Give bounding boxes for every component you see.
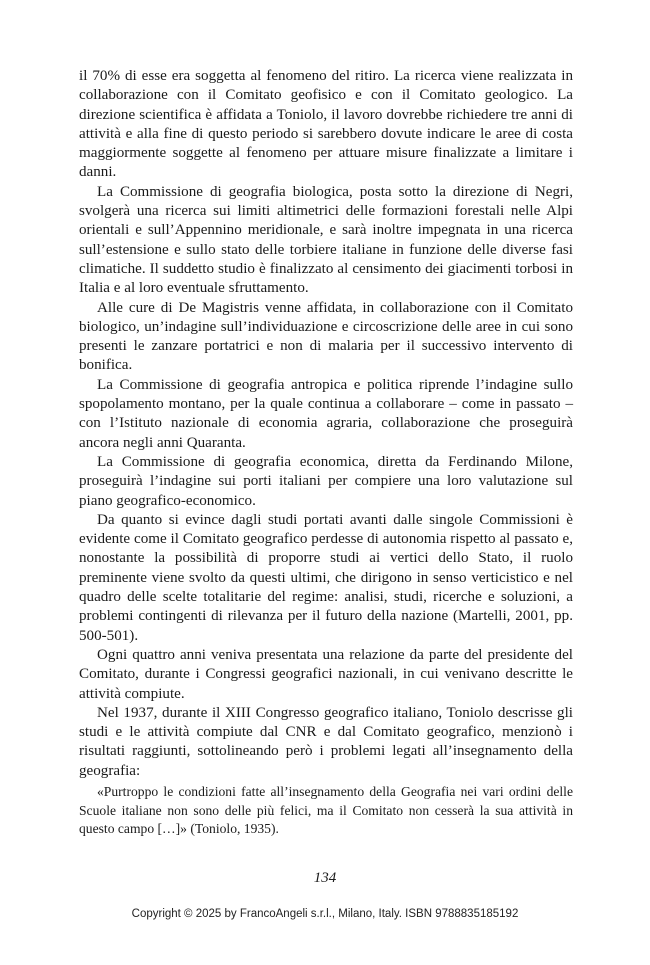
main-text: [79, 67, 573, 839]
paragraph: Alle cure di De Magistris venne affidata, in collaborazione con il Comitato biologico, un’indagine sull’individuazione e circoscrizione delle aree in cui sono presenti le zanzare portatrici e non di malaria per il successivo intervento di bonifica.: [79, 299, 573, 374]
block-quote: «Purtroppo le condizioni fatte all’insegnamento della Geografia nei vari ordini delle Scuole italiane non sono delle più felici, ma il Comitato non cesserà la sua attività in questo campo […]» (Toniolo, 1935).: [79, 783, 573, 837]
paragraph: Nel 1937, durante il XIII Congresso geografico italiano, Toniolo descrisse gli studi e le attività compiute dal CNR e dal Comitato geografico, menzionò i risultati raggiunti, sottolineando però i problemi legati all’insegnamento della geografia:: [79, 704, 573, 779]
copyright-notice: Copyright © 2025 by FrancoAngeli s.r.l., Milano, Italy. ISBN 9788835185192: [131, 908, 519, 920]
paragraph: La Commissione di geografia economica, diretta da Ferdinando Milone, proseguirà l’indagine sui porti italiani per compiere una loro valutazione sul piano geografico-economico.: [79, 453, 573, 509]
paragraph: il 70% di esse era soggetta al fenomeno del ritiro. La ricerca viene realizzata in collaborazione con il Comitato geofisico e con il Comitato geologico. La direzione scientifica è affidata a Toniolo, il lavoro dovrebbe richiedere tre anni di attività e alla fine di questo periodo si sarebbero dovute indicare le aree di costa maggiormente soggette al fenomeno per attuare misure finalizzate a limitare i danni.: [79, 68, 573, 181]
page-number: 134: [313, 870, 337, 886]
paragraph: Ogni quattro anni veniva presentata una relazione da parte del presidente del Comitato, durante i Congressi geografici nazionali, in cui venivano descritte le attività compiute.: [79, 646, 573, 702]
paragraph: La Commissione di geografia biologica, posta sotto la direzione di Negri, svolgerà una ricerca sui limiti altimetrici delle formazioni forestali nelle Alpi orientali e sull’Appennino meridionale, e sarà inoltre impegnata in una ricerca sull’estensione e sullo stato delle torbiere italiane in funzione delle diverse fasi climatiche. Il suddetto studio è finalizzato al censimento dei giacimenti torbosi in Italia e al loro eventuale sfruttamento.: [79, 183, 573, 297]
paragraph: La Commissione di geografia antropica e politica riprende l’indagine sullo spopolamento montano, per la quale continua a collaborare – come in passato – con l’Istituto nazionale di economia agraria, collaborazione che proseguirà ancora negli anni Quaranta.: [79, 376, 573, 451]
paragraph: Da quanto si evince dagli studi portati avanti dalle singole Commissioni è evidente come il Comitato geografico perdesse di autonomia rispetto al passato e, nonostante la possibilità di proporre studi ai vertici dello Stato, il ruolo preminente viene svolto da questi ultimi, che dirigono in senso verticistico e nel quadro delle scelte totalitarie del regime: analisi, studi, ricerche e soluzioni, a problemi contingenti di rilevanza per il futuro della nazione (Martelli, 2001, pp. 500-501).: [79, 511, 573, 644]
